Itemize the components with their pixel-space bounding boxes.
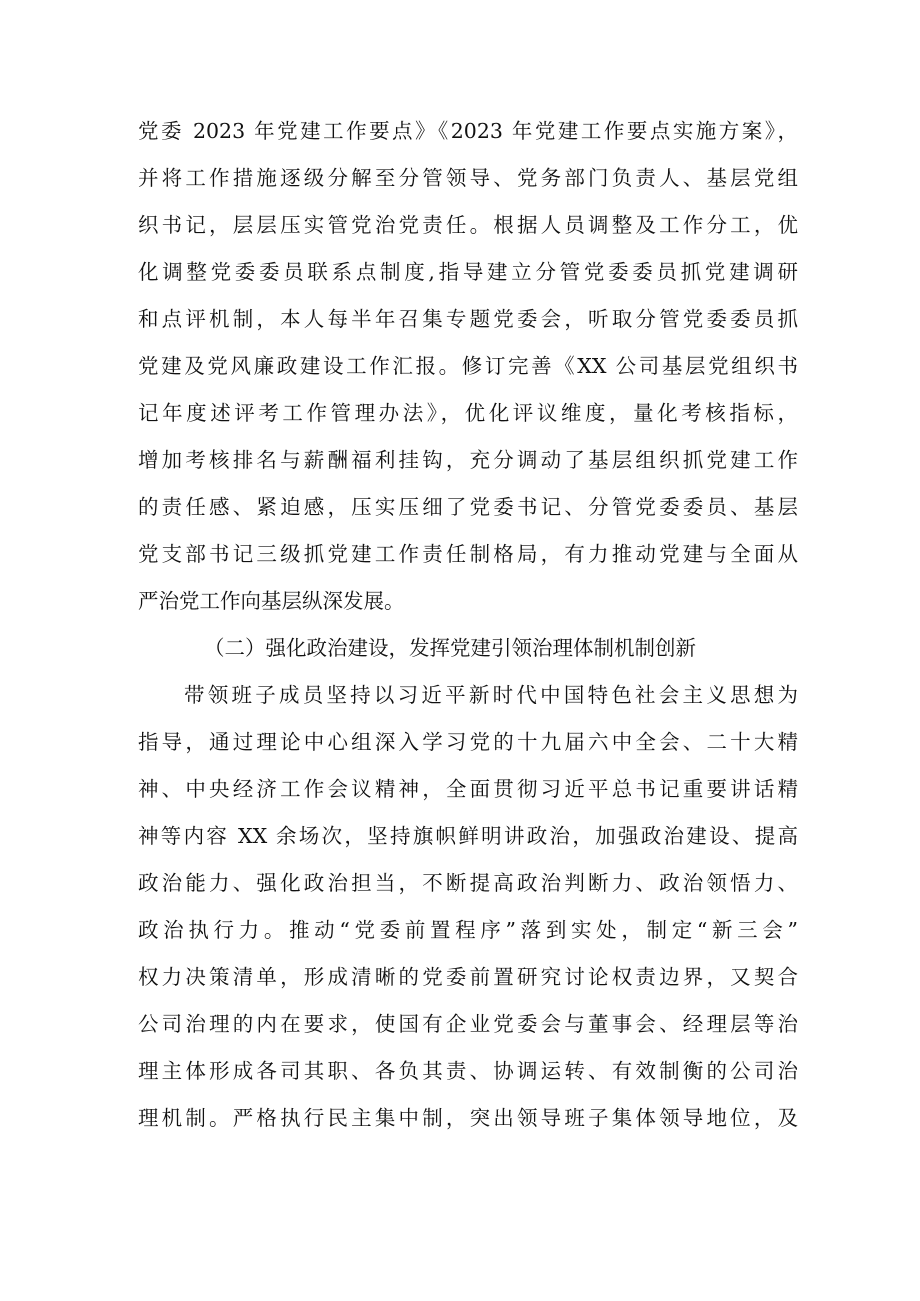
text-line: 并将工作措施逐级分解至分管领导、党务部门负责人、基层党组	[138, 166, 798, 190]
text-line: 织书记，层层压实管党治党责任。根据人员调整及工作分工，优	[138, 213, 798, 237]
paragraph-1	[138, 108, 798, 625]
text-line: 增加考核排名与薪酬福利挂钩，充分调动了基层组织抓党建工作	[138, 448, 798, 472]
text-line: 化调整党委委员联系点制度,指导建立分管党委委员抓党建调研	[138, 260, 798, 284]
text-line: 记年度述评考工作管理办法》，优化评议维度，量化考核指标，	[138, 401, 798, 425]
paragraph-2	[138, 672, 798, 1142]
text-line: 党支部书记三级抓党建工作责任制格局，有力推动党建与全面从	[138, 542, 798, 566]
text-line: 严治党工作向基层纵深发展。	[138, 589, 405, 613]
text-line: 政治能力、强化政治担当，不断提高政治判断力、政治领悟力、	[138, 871, 798, 895]
text-line: 神、中央经济工作会议精神，全面贯彻习近平总书记重要讲话精	[138, 777, 798, 801]
text-line: 党委 2023 年党建工作要点》《2023 年党建工作要点实施方案》，	[138, 119, 798, 143]
text-line: 公司治理的内在要求，使国有企业党委会与董事会、经理层等治	[138, 1012, 798, 1036]
text-line: 和点评机制，本人每半年召集专题党委会，听取分管党委委员抓	[138, 307, 798, 331]
text-line: 的责任感、紧迫感，压实压细了党委书记、分管党委委员、基层	[138, 495, 798, 519]
text-line: 指导，通过理论中心组深入学习党的十九届六中全会、二十大精	[138, 730, 798, 754]
text-line: 理主体形成各司其职、各负其责、协调运转、有效制衡的公司治	[138, 1059, 798, 1083]
section-heading	[138, 625, 798, 672]
text-line: 理机制。严格执行民主集中制，突出领导班子集体领导地位，及	[138, 1106, 798, 1130]
section-heading-text: （二）强化政治建设，发挥党建引领治理体制机制创新	[204, 636, 696, 660]
text-line: 政治执行力。推动“党委前置程序”落到实处，制定“新三会”	[138, 918, 798, 942]
text-line: 权力决策清单，形成清晰的党委前置研究讨论权责边界，又契合	[138, 965, 798, 989]
document-body	[138, 108, 798, 1142]
text-line: 党建及党风廉政建设工作汇报。修订完善《XX 公司基层党组织书	[138, 354, 798, 378]
text-line: 神等内容 XX 余场次，坚持旗帜鲜明讲政治，加强政治建设、提高	[138, 824, 798, 848]
text-line: 带领班子成员坚持以习近平新时代中国特色社会主义思想为	[184, 683, 798, 707]
